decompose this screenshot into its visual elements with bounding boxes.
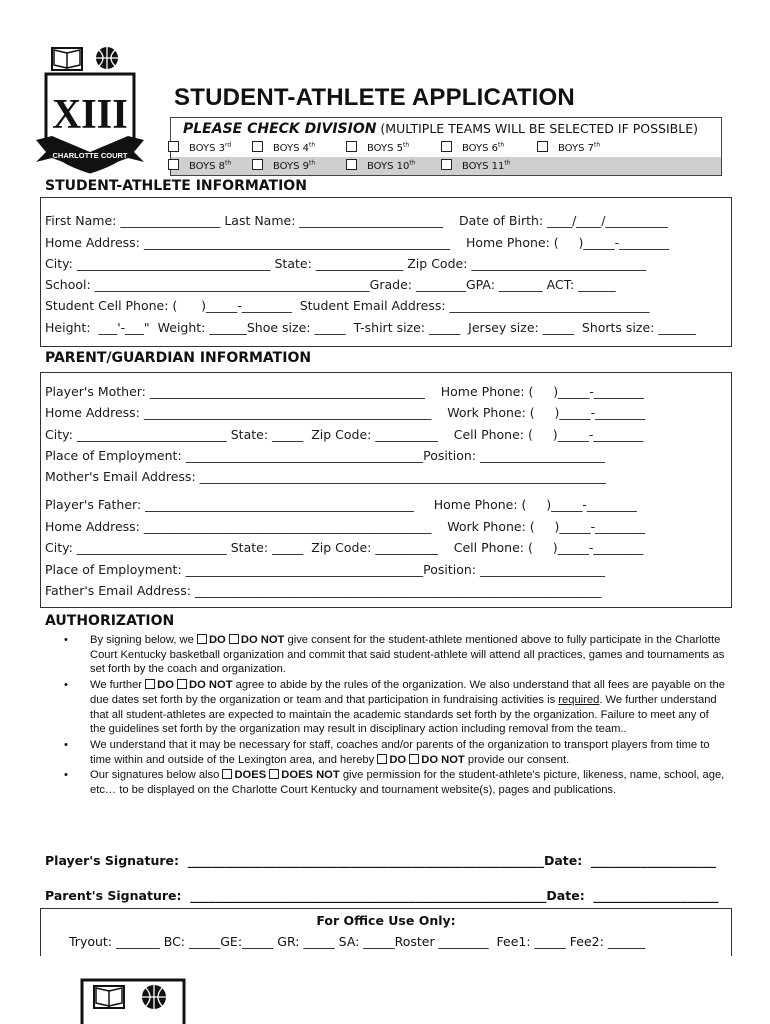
division-suffix: th xyxy=(225,159,232,167)
does-checkbox[interactable] xyxy=(222,769,232,779)
form-field-line[interactable]: First Name: ________________ Last Name: _______________________ Date of Birth: ____/____/__________ xyxy=(45,213,669,228)
division-suffix: th xyxy=(403,141,410,149)
division-checkbox[interactable] xyxy=(537,141,548,152)
division-label: BOYS 5 xyxy=(367,143,404,154)
do-not-checkbox[interactable] xyxy=(229,634,239,644)
division-checkbox[interactable] xyxy=(346,159,357,170)
division-label: BOYS 10 xyxy=(367,161,410,172)
division-option[interactable] xyxy=(346,141,409,154)
office-use-box xyxy=(40,908,732,956)
auth-text: provide our consent. xyxy=(464,753,570,766)
form-field-line[interactable]: Player's Father: ___________________________________________ Home Phone: ( )_____-________ xyxy=(45,497,637,512)
do-checkbox[interactable] xyxy=(197,634,207,644)
basketball-icon xyxy=(142,985,166,1009)
division-option[interactable] xyxy=(346,159,416,172)
division-label: BOYS 6 xyxy=(462,143,499,154)
charlotte-court-logo-footer xyxy=(80,972,186,1024)
division-checkbox[interactable] xyxy=(346,141,357,152)
division-heading-bold: PLEASE CHECK DIVISION xyxy=(183,121,377,137)
parent-section-title: PARENT/GUARDIAN INFORMATION xyxy=(45,350,312,366)
division-checkbox[interactable] xyxy=(441,159,452,170)
form-field-line[interactable]: City: ________________________ State: _____ Zip Code: __________ Cell Phone: ( )_____-________ xyxy=(45,540,644,555)
division-suffix: th xyxy=(309,159,316,167)
book-icon xyxy=(52,48,82,70)
division-suffix: th xyxy=(504,159,511,167)
division-label: BOYS 7 xyxy=(558,143,595,154)
division-checkbox[interactable] xyxy=(168,141,179,152)
do-not-checkbox[interactable] xyxy=(177,679,187,689)
does-not-option-label: DOES NOT xyxy=(281,769,340,782)
student-section-title: STUDENT-ATHLETE INFORMATION xyxy=(45,178,307,194)
parent-signature-line[interactable]: Parent's Signature: _________________________________________________________Date: ____________________ xyxy=(45,888,719,903)
form-field-line[interactable]: School: ____________________________________________Grade: ________GPA: _______ ACT: ______ xyxy=(45,277,616,292)
division-option[interactable] xyxy=(168,141,231,154)
do-option-label: DO xyxy=(157,679,178,692)
form-field-line[interactable]: Home Address: ______________________________________________ Work Phone: ( )_____-________ xyxy=(45,519,646,534)
division-label: BOYS 8 xyxy=(189,161,226,172)
authorization-title: AUTHORIZATION xyxy=(45,613,175,629)
division-suffix: th xyxy=(409,159,416,167)
division-suffix: rd xyxy=(225,141,232,149)
division-label: BOYS 11 xyxy=(462,161,505,172)
auth-text: give permission for the student-athlete's picture, likeness, name, school, age, etc… to be displayed on the Charlotte Court Kentucky and tournament website(s), pages and publications. xyxy=(90,769,725,797)
player-signature-line[interactable]: Player's Signature: _________________________________________________________Date: ____________________ xyxy=(45,853,716,868)
auth-item-transport xyxy=(62,738,726,767)
form-field-line[interactable]: Place of Employment: ______________________________________Position: ____________________ xyxy=(45,448,605,463)
auth-text: We further xyxy=(90,679,146,692)
form-field-line[interactable]: Student Cell Phone: ( )_____-________ Student Email Address: ________________________________ xyxy=(45,298,650,313)
page-title: STUDENT-ATHLETE APPLICATION xyxy=(174,84,575,111)
do-not-option-label: DO NOT xyxy=(189,679,233,692)
division-option[interactable] xyxy=(441,141,504,154)
basketball-icon xyxy=(96,47,118,69)
division-checkbox[interactable] xyxy=(441,141,452,152)
office-use-fields[interactable]: Tryout: _______ BC: _____GE:_____ GR: _____ SA: _____Roster ________ Fee1: _____ Fee2: ______ xyxy=(69,934,646,949)
division-option[interactable] xyxy=(168,159,231,172)
division-option[interactable] xyxy=(537,141,600,154)
charlotte-court-logo xyxy=(34,40,146,178)
form-field-line[interactable]: Mother's Email Address: _________________________________________________________________ xyxy=(45,469,606,484)
logo-numeral: XIII xyxy=(52,90,128,138)
do-option-label: DO xyxy=(208,634,229,646)
office-use-title: For Office Use Only: xyxy=(316,913,456,928)
form-field-line[interactable]: Father's Email Address: _________________________________________________________________ xyxy=(45,583,602,598)
do-not-option-label: DO NOT xyxy=(421,753,465,766)
auth-item-media xyxy=(62,768,726,797)
division-option[interactable] xyxy=(252,141,315,154)
does-option-label: DOES xyxy=(234,769,270,782)
does-not-checkbox[interactable] xyxy=(269,769,279,779)
form-field-line[interactable]: City: ________________________ State: _____ Zip Code: __________ Cell Phone: ( )_____-________ xyxy=(45,427,644,442)
form-field-line[interactable]: Player's Mother: ____________________________________________ Home Phone: ( )_____-________ xyxy=(45,384,644,399)
division-suffix: th xyxy=(309,141,316,149)
division-checkbox[interactable] xyxy=(252,141,263,152)
auth-text: By signing below, we xyxy=(90,634,197,646)
auth-item-consent xyxy=(62,633,726,677)
division-label: BOYS 9 xyxy=(273,161,310,172)
division-option[interactable] xyxy=(252,159,315,172)
do-checkbox[interactable] xyxy=(377,754,387,764)
form-field-line[interactable]: Height: ___'-___" Weight: ______Shoe size: _____ T-shirt size: _____ Jersey size: _____ Shorts size: ______ xyxy=(45,320,696,335)
auth-text: agree to abide by the rules of the organization. We also understand that all fees are payable on the due dates set forth by the organization or team and that participation in fundraising activities is xyxy=(90,679,725,706)
auth-text: give consent for the student-athlete mentioned above to fully participate in the Charlotte Court Kentucky basketball organization and commit that said student-athlete will attend all practices, games and tournaments as set forth by the coach and organization. xyxy=(90,634,725,676)
form-field-line[interactable]: Home Address: ______________________________________________ Work Phone: ( )_____-________ xyxy=(45,405,646,420)
division-label: BOYS 4 xyxy=(273,143,310,154)
form-field-line[interactable]: Home Address: _________________________________________________ Home Phone: ( )_____-________ xyxy=(45,235,670,250)
division-checkbox[interactable] xyxy=(252,159,263,170)
division-checkbox[interactable] xyxy=(168,159,179,170)
division-label: BOYS 3 xyxy=(189,143,226,154)
logo-banner-text: CHARLOTTE COURT xyxy=(52,151,128,160)
division-heading-note: (MULTIPLE TEAMS WILL BE SELECTED IF POSSIBLE) xyxy=(376,121,698,136)
division-suffix: th xyxy=(498,141,505,149)
form-field-line[interactable]: City: _______________________________ State: ______________ Zip Code: ____________________________ xyxy=(45,256,647,271)
auth-item-rules xyxy=(62,678,726,737)
do-not-option-label: DO NOT xyxy=(240,634,285,646)
auth-text: Our signatures below also xyxy=(90,769,223,782)
form-field-line[interactable]: Place of Employment: ______________________________________Position: ____________________ xyxy=(45,562,605,577)
do-not-checkbox[interactable] xyxy=(409,754,419,764)
auth-text: . We further understand that all student-athletes are expected to maintain the academic standards set forth by the organization. Failure to meet any of the guidelines set forth by the organization may result in disciplinary action including removal from the team.. xyxy=(90,693,717,736)
book-icon xyxy=(94,986,124,1008)
required-underlined: required xyxy=(558,693,600,706)
auth-text: We understand that it may be necessary for staff, coaches and/or parents of the organization to transport players from time to time within and outside of the Lexington area, and hereby xyxy=(90,738,710,766)
division-option[interactable] xyxy=(441,159,511,172)
authorization-list xyxy=(62,633,726,799)
division-suffix: th xyxy=(594,141,601,149)
division-heading xyxy=(183,121,698,137)
do-option-label: DO xyxy=(389,753,410,766)
do-checkbox[interactable] xyxy=(145,679,155,689)
